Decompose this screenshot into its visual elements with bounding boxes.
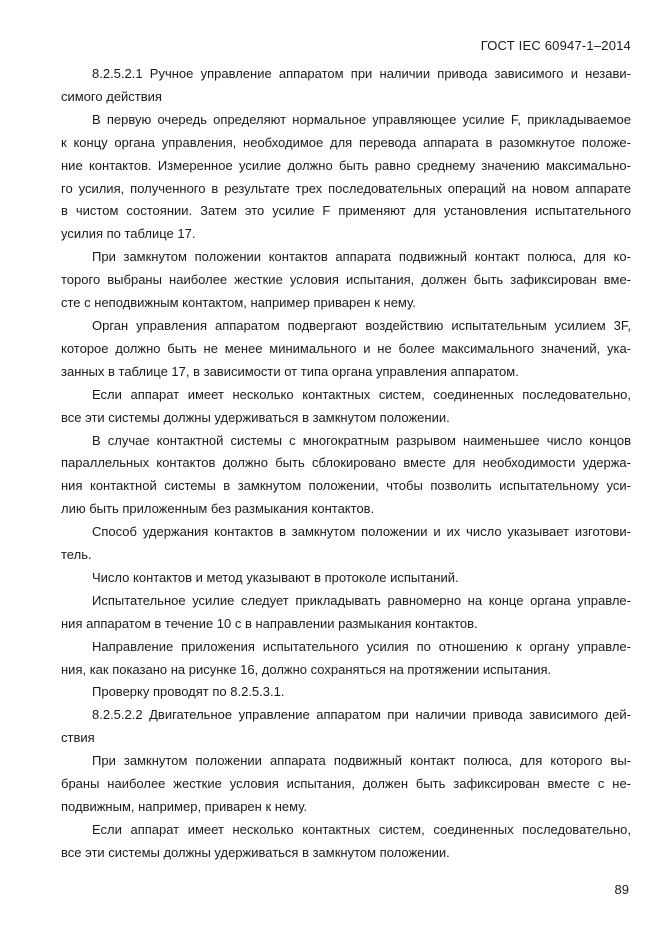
text-line: усилия по таблице 17. (61, 226, 196, 242)
text-line: Испытательное усилие следует прикладывать равномерно на конце органа управле- (92, 592, 631, 608)
text-line: Проверку проводят по 8.2.5.3.1. (92, 684, 285, 700)
text-line: параллельных контактов должно быть сблокировано вместе для необходимости удержа- (61, 455, 631, 471)
text-line: к концу органа управления, необходимое для перевода аппарата в разомкнутое положе- (61, 134, 631, 150)
text-line: сте с неподвижным контактом, например приварен к нему. (61, 295, 416, 311)
text-line: 8.2.5.2.2 Двигательное управление аппаратом при наличии привода зависимого дей- (92, 707, 631, 723)
text-line: го усилия, полученного в результате трех последовательных операций на новом аппарате (61, 180, 631, 196)
text-line: При замкнутом положении контактов аппарата подвижный контакт полюса, для ко- (92, 249, 631, 265)
text-line: которое должно быть не менее минимального и не более максимального значений, ука- (61, 340, 631, 356)
text-line: тель. (61, 547, 92, 563)
text-line: При замкнутом положении аппарата подвижный контакт полюса, для которого вы- (92, 753, 631, 769)
text-line: подвижным, например, приварен к нему. (61, 799, 308, 814)
text-line: ния, как показано на рисунке 16, должно сохраняться на протяжении испытания. (61, 661, 552, 677)
text-line: 8.2.5.2.1 Ручное управление аппаратом при наличии привода зависимого и незави- (92, 66, 631, 81)
text-line: браны наиболее жесткие условия испытания, должен быть зафиксирован вместе с не- (61, 776, 631, 792)
text-line: Направление приложения испытательного усилия по отношению к органу управле- (92, 638, 631, 654)
text-line: в чистом состоянии. Затем это усилие F применяют для установления испытательного (61, 203, 631, 219)
text-line: ствия (61, 730, 95, 746)
text-line: В первую очередь определяют нормальное управляющее усилие F, прикладываемое (92, 111, 631, 127)
text-line: ния аппаратом в течение 10 с в направлении размыкания контактов. (61, 615, 478, 631)
text-line: ние контактов. Измеренное усилие должно быть равно среднему значению максимально- (61, 157, 631, 173)
text-line: торого выбраны наиболее жесткие условия испытания, должен быть зафиксирован вме- (61, 272, 631, 288)
text-line: все эти системы должны удерживаться в замкнутом положении. (61, 844, 450, 860)
text-line: Способ удержания контактов в замкнутом положении и их число указывает изготови- (92, 524, 631, 540)
text-line: В случае контактной системы с многократным разрывом наименьшее число концов (92, 432, 631, 448)
text-line: лию быть приложенным без размыкания контактов. (61, 501, 375, 517)
text-line: занных в таблице 17, в зависимости от типа органа управления аппаратом. (61, 363, 519, 379)
standard-header: ГОСТ IEC 60947-1–2014 (480, 38, 631, 53)
text-line: все эти системы должны удерживаться в замкнутом положении. (61, 409, 450, 425)
page-number: 89 (614, 882, 629, 897)
text-line: симого действия (61, 88, 162, 104)
text-line: Число контактов и метод указывают в протоколе испытаний. (92, 569, 459, 585)
text-line: Если аппарат имеет несколько контактных систем, соединенных последовательно, (92, 386, 631, 402)
text-line: Если аппарат имеет несколько контактных систем, соединенных последовательно, (92, 821, 631, 837)
document-body (61, 63, 631, 865)
text-line: ния контактной системы в замкнутом положении, чтобы позволить испытательному уси- (61, 478, 631, 494)
text-line: Орган управления аппаратом подвергают воздействию испытательным усилием 3F, (92, 317, 631, 333)
